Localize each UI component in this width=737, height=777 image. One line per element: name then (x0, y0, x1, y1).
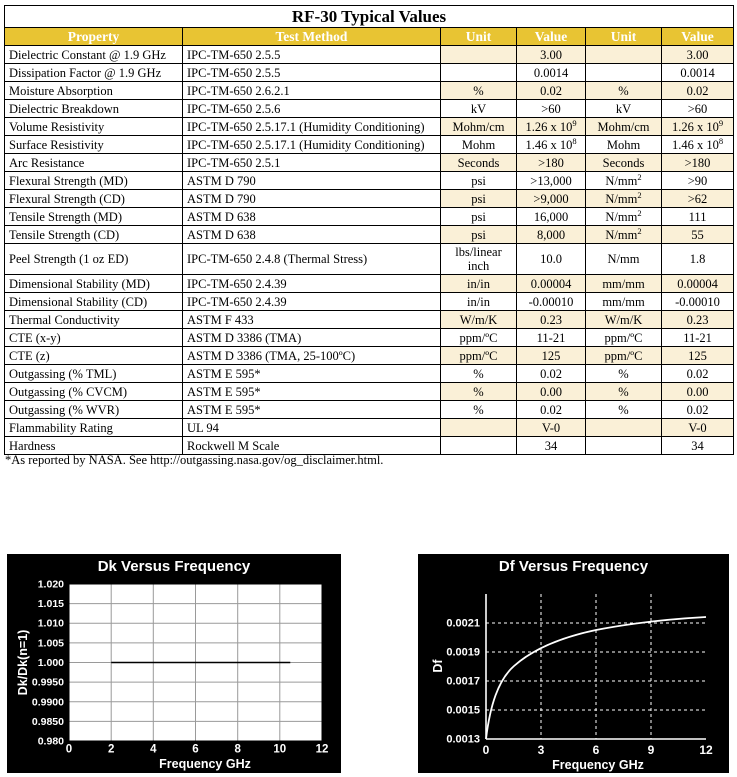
cell-property: Thermal Conductivity (5, 311, 183, 329)
table-row (5, 136, 734, 154)
cell-test-method: IPC-TM-650 2.5.17.1 (Humidity Conditioning) (183, 118, 441, 136)
dk-xaxis-title: Frequency GHz (159, 757, 251, 771)
table-row (5, 293, 734, 311)
dk-ytick-7: 1.015 (37, 598, 64, 611)
cell-value-1: 1.26 x $10^9$ (517, 118, 586, 136)
table-title-row (5, 6, 734, 28)
table-row (5, 244, 734, 275)
cell-property: Flexural Strength (MD) (5, 172, 183, 190)
dk-xtick-5: 10 (273, 743, 287, 756)
cell-test-method: ASTM D 3386 (TMA) (183, 329, 441, 347)
cell-test-method: ASTM D 3386 (TMA, 25-100ºC) (183, 347, 441, 365)
cell-test-method: IPC-TM-650 2.4.39 (183, 293, 441, 311)
column-header-value-1: Value (517, 28, 586, 46)
cell-unit-2: ppm/ºC (586, 329, 662, 347)
dk-xtick-6: 12 (315, 743, 329, 756)
cell-unit-2: mm/mm (586, 275, 662, 293)
cell-unit-1: psi (441, 226, 517, 244)
cell-unit-1: in/in (441, 275, 517, 293)
cell-property: Dissipation Factor @ 1.9 GHz (5, 64, 183, 82)
cell-unit-2 (586, 419, 662, 437)
cell-unit-1: in/in (441, 293, 517, 311)
cell-unit-2: Mohm/cm (586, 118, 662, 136)
cell-unit-2: Mohm (586, 136, 662, 154)
table-row (5, 226, 734, 244)
cell-value-2: V-0 (662, 419, 734, 437)
cell-unit-2: $N/mm^2$ (586, 208, 662, 226)
dk-ytick-4: 1.000 (37, 657, 64, 669)
spec-table-container (4, 5, 733, 455)
cell-property: Outgassing (% TML) (5, 365, 183, 383)
cell-value-1: 0.02 (517, 365, 586, 383)
cell-test-method: IPC-TM-650 2.5.17.1 (Humidity Conditioning) (183, 136, 441, 154)
cell-property: Tensile Strength (MD) (5, 208, 183, 226)
cell-property: Dielectric Breakdown (5, 100, 183, 118)
column-header-unit-1: Unit (441, 28, 517, 46)
cell-value-2: 0.0014 (662, 64, 734, 82)
cell-value-1: 0.23 (517, 311, 586, 329)
table-row (5, 401, 734, 419)
cell-test-method: ASTM D 790 (183, 190, 441, 208)
cell-value-1: V-0 (517, 419, 586, 437)
df-xaxis-title: Frequency GHz (552, 758, 644, 772)
table-row (5, 437, 734, 455)
cell-test-method: ASTM E 595* (183, 365, 441, 383)
cell-value-1: 10.0 (517, 244, 586, 275)
cell-value-2: 11-21 (662, 329, 734, 347)
cell-unit-2: % (586, 82, 662, 100)
cell-value-1: 34 (517, 437, 586, 455)
cell-value-2: 0.02 (662, 365, 734, 383)
column-header-value-2: Value (662, 28, 734, 46)
table-row (5, 208, 734, 226)
cell-value-2: 0.00004 (662, 275, 734, 293)
dk-y-tick-labels (32, 579, 64, 748)
cell-property: Hardness (5, 437, 183, 455)
table-row (5, 383, 734, 401)
cell-unit-2: kV (586, 100, 662, 118)
df-ytick-2: 0.0017 (446, 675, 480, 688)
cell-test-method: IPC-TM-650 2.5.5 (183, 64, 441, 82)
df-chart-title: Df Versus Frequency (498, 558, 649, 575)
dk-ytick-8: 1.020 (37, 578, 64, 591)
cell-unit-1: psi (441, 190, 517, 208)
cell-unit-1 (441, 437, 517, 455)
column-header-test-method: Test Method (183, 28, 441, 46)
cell-unit-2: $N/mm^2$ (586, 190, 662, 208)
cell-unit-1: psi (441, 208, 517, 226)
cell-property: Surface Resistivity (5, 136, 183, 154)
cell-unit-1: psi (441, 172, 517, 190)
cell-unit-1 (441, 64, 517, 82)
df-chart-svg (418, 554, 729, 773)
cell-unit-1: Mohm (441, 136, 517, 154)
cell-value-1: 0.0014 (517, 64, 586, 82)
table-row (5, 311, 734, 329)
cell-unit-2: $N/mm^2$ (586, 172, 662, 190)
cell-value-1: 11-21 (517, 329, 586, 347)
cell-value-2: >90 (662, 172, 734, 190)
cell-unit-1 (441, 419, 517, 437)
footnote: *As reported by NASA. See http://outgassing.nasa.gov/og_disclaimer.html. (5, 453, 384, 467)
cell-unit-1: ppm/ºC (441, 347, 517, 365)
cell-test-method: ASTM E 595* (183, 401, 441, 419)
table-row (5, 365, 734, 383)
df-xtick-4: 12 (699, 743, 713, 757)
dk-versus-frequency-chart (7, 554, 341, 773)
table-row (5, 46, 734, 64)
table-row (5, 172, 734, 190)
cell-unit-2: N/mm (586, 244, 662, 275)
cell-value-2: >60 (662, 100, 734, 118)
cell-value-2: 1.8 (662, 244, 734, 275)
cell-test-method: IPC-TM-650 2.4.39 (183, 275, 441, 293)
cell-value-1: >13,000 (517, 172, 586, 190)
cell-value-2: 3.00 (662, 46, 734, 64)
cell-test-method: IPC-TM-650 2.5.6 (183, 100, 441, 118)
cell-test-method: IPC-TM-650 2.6.2.1 (183, 82, 441, 100)
cell-value-1: 0.02 (517, 401, 586, 419)
cell-value-2: 1.46 x $10^8$ (662, 136, 734, 154)
cell-property: CTE (x-y) (5, 329, 183, 347)
cell-property: Volume Resistivity (5, 118, 183, 136)
df-yaxis-title: Df (431, 659, 445, 673)
cell-value-1: >60 (517, 100, 586, 118)
cell-value-2: 34 (662, 437, 734, 455)
cell-value-2: 55 (662, 226, 734, 244)
cell-unit-2: W/m/K (586, 311, 662, 329)
dk-ytick-3: 0.9950 (31, 676, 64, 689)
cell-value-1: 1.46 x $10^8$ (517, 136, 586, 154)
cell-unit-1: lbs/linear inch (441, 244, 517, 275)
cell-value-1: >180 (517, 154, 586, 172)
cell-value-2: 0.00 (662, 383, 734, 401)
cell-value-1: 0.02 (517, 82, 586, 100)
df-x-tick-labels (483, 743, 713, 757)
dk-ytick-2: 0.9900 (31, 696, 64, 709)
cell-value-2: -0.00010 (662, 293, 734, 311)
cell-unit-1: kV (441, 100, 517, 118)
cell-unit-1: Seconds (441, 154, 517, 172)
cell-test-method: UL 94 (183, 419, 441, 437)
table-row (5, 82, 734, 100)
cell-property: Dimensional Stability (MD) (5, 275, 183, 293)
cell-value-1: 125 (517, 347, 586, 365)
cell-value-1: >9,000 (517, 190, 586, 208)
dk-yaxis-title: Dk/Dk(n=1) (16, 629, 30, 696)
df-versus-frequency-chart (418, 554, 729, 773)
cell-unit-1: % (441, 401, 517, 419)
df-xtick-1: 3 (537, 743, 545, 757)
cell-test-method: ASTM D 638 (183, 208, 441, 226)
cell-value-2: 0.02 (662, 401, 734, 419)
cell-unit-2: % (586, 401, 662, 419)
df-xtick-3: 9 (647, 743, 655, 757)
cell-test-method: IPC-TM-650 2.5.5 (183, 46, 441, 64)
cell-test-method: ASTM D 790 (183, 172, 441, 190)
table-row (5, 329, 734, 347)
table-title: RF-30 Typical Values (5, 6, 734, 28)
df-xtick-0: 0 (482, 743, 490, 757)
cell-property: Arc Resistance (5, 154, 183, 172)
cell-unit-1: ppm/ºC (441, 329, 517, 347)
cell-test-method: Rockwell M Scale (183, 437, 441, 455)
cell-value-1: 16,000 (517, 208, 586, 226)
cell-test-method: ASTM F 433 (183, 311, 441, 329)
table-row (5, 64, 734, 82)
cell-property: CTE (z) (5, 347, 183, 365)
dk-chart-title: Dk Versus Frequency (97, 558, 251, 575)
table-row (5, 118, 734, 136)
column-header-unit-2: Unit (586, 28, 662, 46)
cell-test-method: IPC-TM-650 2.5.1 (183, 154, 441, 172)
table-row (5, 419, 734, 437)
dk-x-tick-labels (66, 744, 329, 756)
df-y-tick-labels (446, 618, 480, 746)
cell-unit-2: % (586, 365, 662, 383)
cell-property: Flexural Strength (CD) (5, 190, 183, 208)
cell-property: Tensile Strength (CD) (5, 226, 183, 244)
table-row (5, 100, 734, 118)
column-header-property: Property (5, 28, 183, 46)
cell-test-method: ASTM D 638 (183, 226, 441, 244)
cell-value-2: 0.23 (662, 311, 734, 329)
cell-unit-2: $N/mm^2$ (586, 226, 662, 244)
df-ytick-1: 0.0015 (446, 704, 480, 717)
cell-unit-2: mm/mm (586, 293, 662, 311)
cell-value-1: 0.00004 (517, 275, 586, 293)
cell-unit-1: % (441, 383, 517, 401)
dk-chart-svg (7, 554, 341, 773)
cell-unit-2 (586, 46, 662, 64)
dk-ytick-6: 1.010 (37, 617, 64, 630)
table-row (5, 275, 734, 293)
dk-ytick-1: 0.9850 (31, 715, 64, 728)
cell-property: Outgassing (% CVCM) (5, 383, 183, 401)
df-ytick-3: 0.0019 (446, 646, 480, 659)
cell-property: Moisture Absorption (5, 82, 183, 100)
dk-ytick-0: 0.980 (37, 735, 64, 748)
cell-unit-2: ppm/ºC (586, 347, 662, 365)
cell-property: Flammability Rating (5, 419, 183, 437)
cell-value-2: >62 (662, 190, 734, 208)
cell-test-method: ASTM E 595* (183, 383, 441, 401)
cell-unit-1: % (441, 365, 517, 383)
cell-test-method: IPC-TM-650 2.4.8 (Thermal Stress) (183, 244, 441, 275)
dk-xtick-0: 0 (65, 743, 73, 756)
table-row (5, 190, 734, 208)
dk-xtick-3: 6 (192, 743, 199, 756)
df-ytick-0: 0.0013 (446, 733, 480, 746)
cell-value-2: 0.02 (662, 82, 734, 100)
cell-value-1: 8,000 (517, 226, 586, 244)
cell-value-1: -0.00010 (517, 293, 586, 311)
cell-unit-1: % (441, 82, 517, 100)
cell-property: Dielectric Constant @ 1.9 GHz (5, 46, 183, 64)
df-xtick-2: 6 (592, 743, 600, 757)
cell-value-2: 125 (662, 347, 734, 365)
table-row (5, 347, 734, 365)
cell-value-2: 1.26 x $10^9$ (662, 118, 734, 136)
cell-unit-1 (441, 46, 517, 64)
cell-property: Peel Strength (1 oz ED) (5, 244, 183, 275)
cell-value-1: 0.00 (517, 383, 586, 401)
cell-unit-2: Seconds (586, 154, 662, 172)
cell-unit-2 (586, 64, 662, 82)
table-header-row (5, 28, 734, 46)
table-row (5, 154, 734, 172)
cell-property: Outgassing (% WVR) (5, 401, 183, 419)
dk-xtick-4: 8 (234, 743, 241, 756)
cell-unit-1: Mohm/cm (441, 118, 517, 136)
df-ytick-4: 0.0021 (446, 617, 480, 630)
cell-value-1: 3.00 (517, 46, 586, 64)
spec-table (4, 5, 734, 455)
dk-xtick-1: 2 (107, 743, 115, 756)
cell-value-2: >180 (662, 154, 734, 172)
cell-property: Dimensional Stability (CD) (5, 293, 183, 311)
dk-xtick-2: 4 (150, 743, 157, 756)
dk-ytick-5: 1.005 (37, 637, 64, 650)
cell-value-2: 111 (662, 208, 734, 226)
cell-unit-2: % (586, 383, 662, 401)
cell-unit-2 (586, 437, 662, 455)
cell-unit-1: W/m/K (441, 311, 517, 329)
